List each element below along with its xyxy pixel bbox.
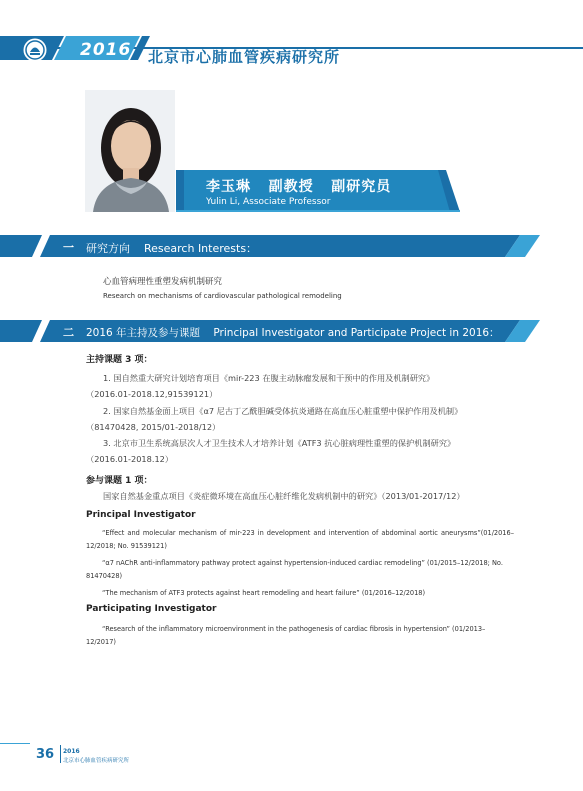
pi-heading: Principal Investigator (86, 510, 196, 520)
section1-number: 一 (63, 241, 74, 254)
footer-divider (60, 745, 61, 763)
host-item-2-line1: 2. 国家自然基金面上项目《α7 尼古丁乙酰胆碱受体抗炎通路在高血压心脏重塑中保护作用及机制》 (103, 406, 463, 416)
profile-name-english: Yulin Li, Associate Professor (206, 197, 331, 207)
host-item-3-line2: （2016.01-2018.12） (86, 454, 174, 464)
pi-item-3: “The mechanism of ATF3 protects against heart remodeling and heart failure” (01/2016–12/2018) (102, 589, 426, 597)
header-year: 2016 (80, 40, 132, 60)
portrait-image (85, 90, 175, 212)
host-item-2-line2: （81470428, 2015/01-2018/12） (86, 422, 221, 432)
section2-title: 2016 年主持及参与课题 Principal Investigator and Participate Project in 2016： (86, 327, 500, 339)
participating-investigator-heading: Participating Investigator (86, 604, 217, 614)
participate-item: 国家自然基金重点项目《炎症微环境在高血压心脏纤维化发病机制中的研究》（2013/01-2017/12） (103, 491, 465, 501)
host-projects-heading: 主持课题 3 项： (86, 355, 153, 365)
pi-item-2: “α7 nAChR anti-inflammatory pathway protect against hypertension-induced cardiac remodeling” (01/2015–12/2018; No. 81470428) (86, 559, 503, 580)
section1-title: 研究方向 Research Interests： (86, 242, 258, 255)
footer-year: 2016 (63, 748, 80, 755)
host-item-1-line1: 1. 国自然重大研究计划培育项目《mir-223 在腹主动脉瘤发展和干预中的作用及机制研究》 (103, 373, 435, 383)
footer-org: 北京市心肺血管疾病研究所 (63, 758, 130, 764)
institute-logo-icon (22, 37, 48, 63)
research-interest-cn: 心血管病理性重塑发病机制研究 (103, 277, 223, 287)
section2-number: 二 (63, 326, 74, 339)
host-item-1-line2: （2016.01-2018.12,91539121） (86, 389, 218, 399)
pi-item-1: “Effect and molecular mechanism of mir-223 in development and intervention of abdominal aortic aneurysms”(01/2016–12/2018; No. 91539121) (86, 529, 514, 550)
research-interest-en: Research on mechanisms of cardiovascular pathological remodeling (103, 292, 342, 300)
participate-projects-heading: 参与课题 1 项： (86, 476, 153, 486)
header-title: 北京市心肺血管疾病研究所 (148, 48, 341, 66)
profile-name-title: 李玉琳 副教授 副研究员 (206, 179, 392, 195)
profile-photo (85, 90, 175, 212)
host-item-3-line1: 3. 北京市卫生系统高层次人才卫生技术人才培养计划《ATF3 抗心脏病理性重塑的保护机制研究》 (103, 438, 456, 448)
participating-item-1: “Research of the inflammatory microenvironment in the pathogenesis of cardiac fibrosis in hypertension” (01/2013–12/2017) (86, 625, 486, 646)
page-number: 36 (36, 747, 55, 762)
